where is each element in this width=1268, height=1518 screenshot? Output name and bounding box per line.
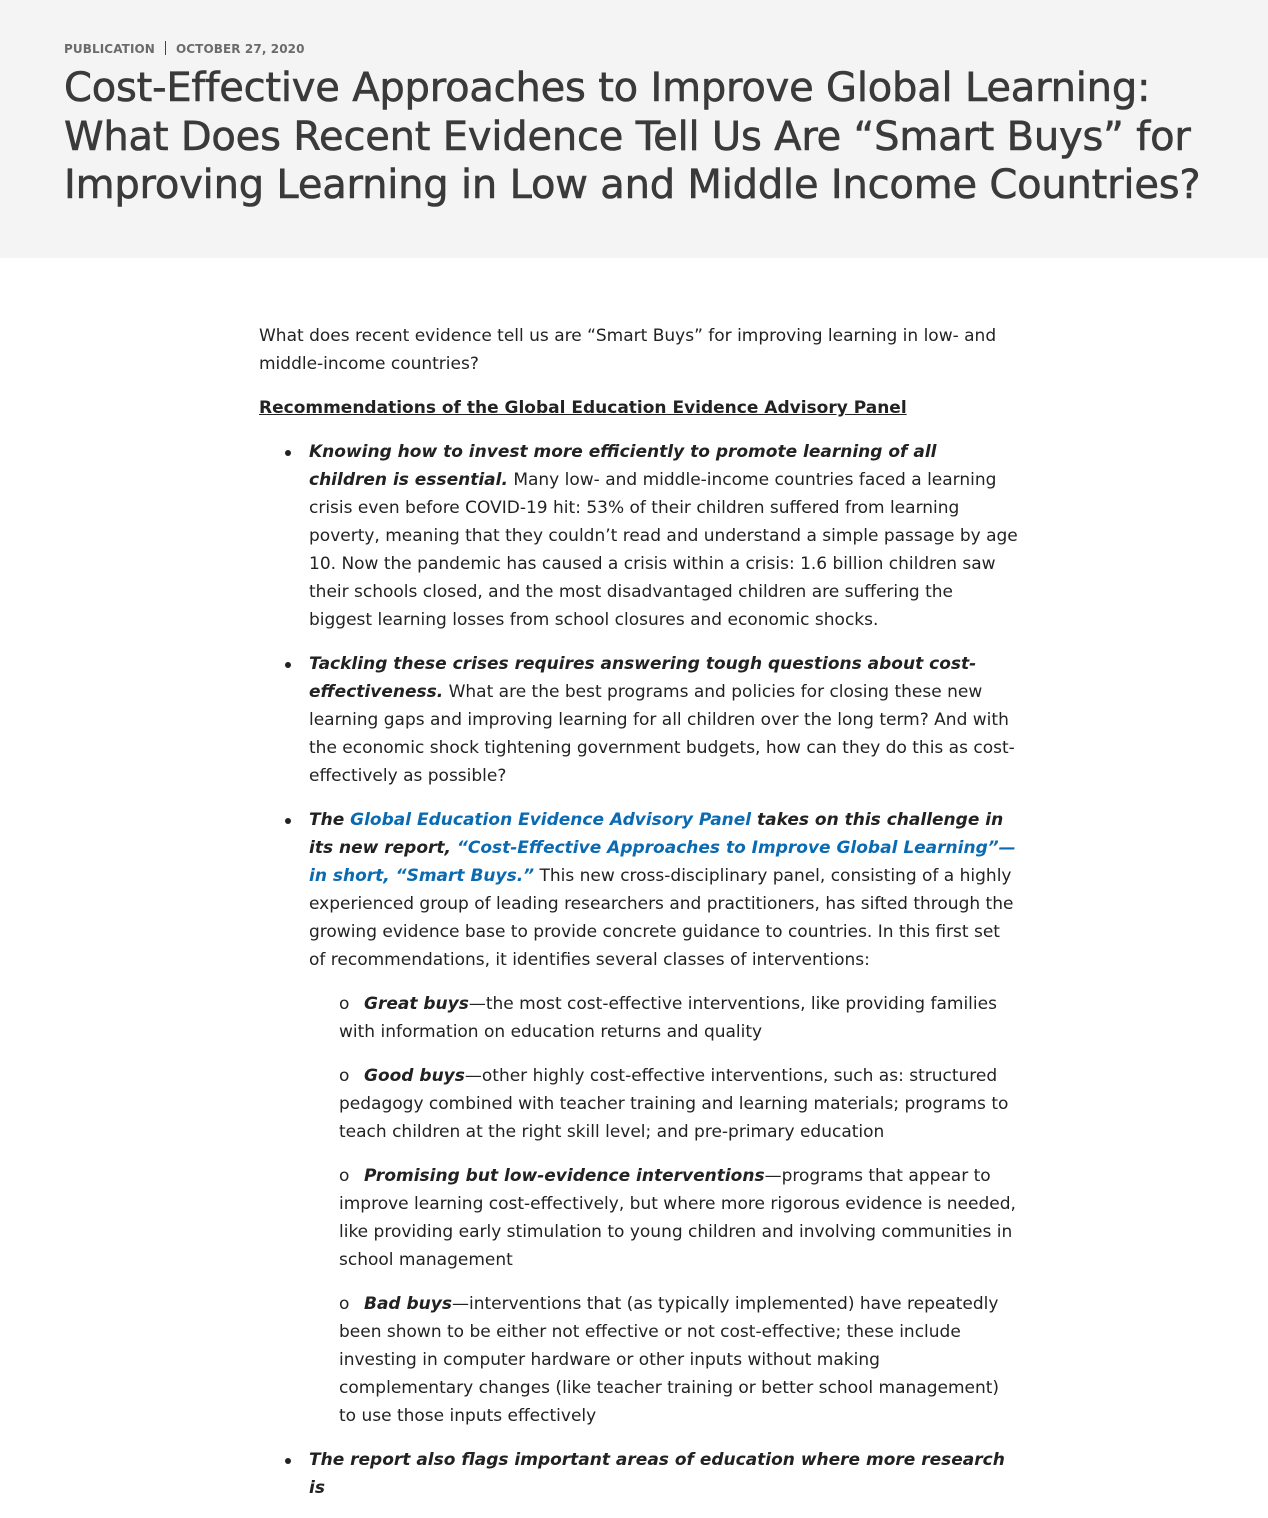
sub-bullet-marker: o: [339, 1166, 350, 1186]
publication-meta: [64, 40, 1204, 58]
intro-paragraph: What does recent evidence tell us are “Smart Buys” for improving learning in low- and middle-income countries?: [259, 326, 997, 374]
bullet-text: What are the best programs and policies for closing these new learning gaps and improving learning for all children over the long term? And with the economic shock tightening government budgets, how can they do this as cost-effectively as possible?: [309, 682, 1015, 786]
advisory-panel-link[interactable]: Global Education Evidence Advisory Panel: [350, 810, 752, 830]
publication-date: OCTOBER 27, 2020: [175, 42, 305, 56]
sub-item-text: —other highly cost-effective interventions, such as: structured pedagogy combined with teacher training and learning materials; programs to teach children at the right skill level; and pre-primary education: [339, 1066, 1009, 1142]
list-item: [309, 650, 1019, 790]
bullet-text: Many low- and middle-income countries faced a learning crisis even before COVID-19 hit: 53% of their children suffered from learning poverty, meaning that they couldn’t read and understand a simple passage by age 10. Now the pandemic has caused a crisis within a crisis: 1.6 billion children saw their schools closed, and the most disadvantaged children are suffering the biggest learning losses from school closures and economic shocks.: [309, 470, 1018, 630]
sub-item-lead: Good buys: [364, 1066, 465, 1086]
sub-item-text: —programs that appear to improve learning cost-effectively, but where more rigorous evidence is needed, like providing early stimulation to young children and involving communities in school management: [339, 1166, 1016, 1270]
recommendations-list: [259, 438, 1019, 1502]
list-item: [309, 1446, 1019, 1502]
sub-list-item: [339, 1062, 1019, 1146]
bullet-lead: Tackling these crises requires answering tough questions about cost-effectiveness.: [309, 654, 977, 702]
page-header: [0, 0, 1268, 258]
list-item: [309, 438, 1019, 634]
sub-list-item: [339, 1290, 1019, 1430]
sub-item-lead: Promising but low-evidence interventions: [364, 1166, 765, 1186]
sub-list-item: [339, 990, 1019, 1046]
smart-buys-report-link[interactable]: “Cost-Effective Approaches to Improve Global Learning”—in short, “Smart Buys.”: [309, 838, 1016, 886]
sub-item-lead: Bad buys: [364, 1294, 452, 1314]
bullet-lead: Knowing how to invest more efficiently to promote learning of all children is essential.: [309, 442, 937, 490]
sub-list-item: [339, 1162, 1019, 1274]
page-title: Cost-Effective Approaches to Improve Global Learning: What Does Recent Evidence Tell Us Are “Smart Buys” for Improving Learning in Low and Middle Income Countries?: [64, 65, 1201, 208]
sub-item-text: —interventions that (as typically implemented) have repeatedly been shown to be either not effective or not cost-effective; these include investing in computer hardware or other inputs without making complementary changes (like teacher training or better school management) to use those inputs effectively: [339, 1294, 1000, 1426]
category-label[interactable]: PUBLICATION: [64, 42, 155, 56]
list-item: [309, 806, 1019, 1430]
section-subheading: Recommendations of the Global Education Evidence Advisory Panel: [259, 398, 907, 418]
bullet-lead: The: [309, 810, 351, 830]
meta-divider: [165, 41, 166, 55]
bullet-lead: takes on this challenge in its new report,: [309, 810, 1004, 858]
article-body: [259, 322, 1019, 1518]
sub-bullet-marker: o: [339, 1066, 350, 1086]
bullet-lead: The report also flags important areas of education where more research is: [309, 1450, 1005, 1498]
sub-item-text: —the most cost-effective interventions, like providing families with information on education returns and quality: [339, 994, 997, 1042]
sub-bullet-marker: o: [339, 1294, 350, 1314]
bullet-text: This new cross-disciplinary panel, consisting of a highly experienced group of leading researchers and practitioners, has sifted through the growing evidence base to provide concrete guidance to countries. In this first set of recommendations, it identifies several classes of interventions:: [309, 866, 1014, 970]
sub-bullet-marker: o: [339, 994, 350, 1014]
sub-item-lead: Great buys: [364, 994, 469, 1014]
